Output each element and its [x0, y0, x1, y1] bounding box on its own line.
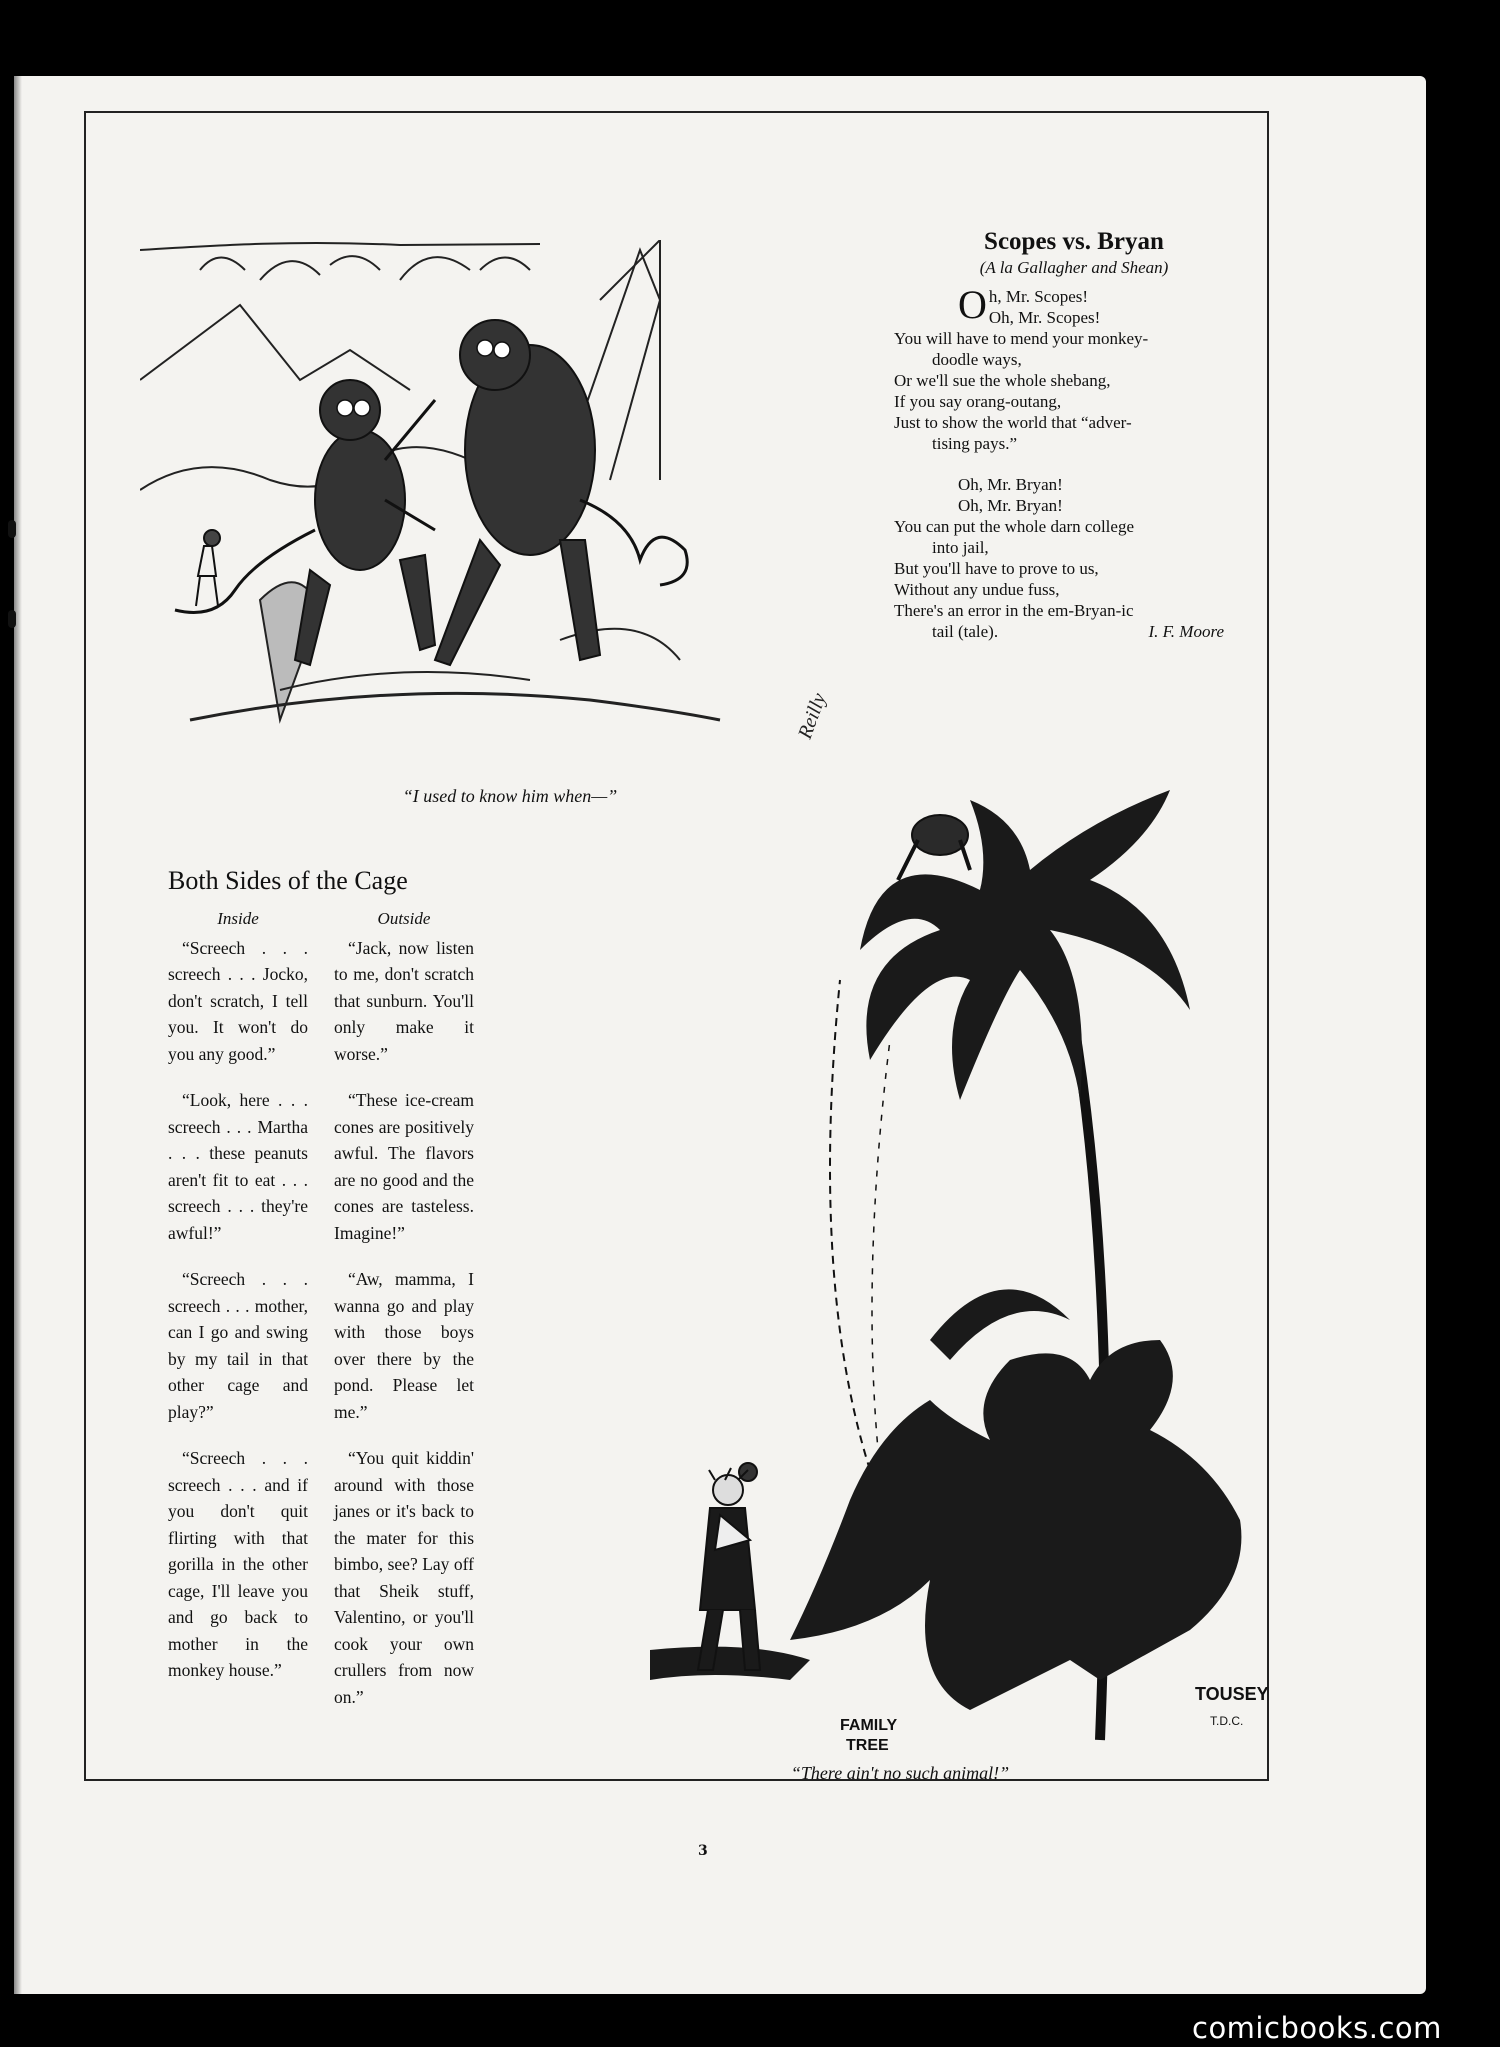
- poem-line: You can put the whole darn college: [894, 517, 1134, 536]
- outside-paragraph: “You quit kiddin' around with those janes or it's back to the mater for this bimbo, see? Lay off that Sheik stuff, Valentino, or you'll cook your own crullers from now on.”: [334, 1448, 474, 1707]
- poem-title: Scopes vs. Bryan: [984, 228, 1164, 255]
- family-tree-label: FAMILY: [840, 1717, 898, 1734]
- outside-heading: Outside: [377, 909, 431, 928]
- monkeys-cartoon: [140, 240, 880, 760]
- inside-paragraph: “Look, here . . . screech . . . Martha . . . these peanuts aren't fit to eat . . . screech . . . they're awful!”: [168, 1090, 308, 1243]
- cage-title: Both Sides of the Cage: [168, 866, 408, 895]
- drop-cap: O: [958, 282, 987, 327]
- page-number: 3: [698, 1843, 708, 1859]
- top-cartoon-caption: “I used to know him when—”: [402, 786, 618, 806]
- artist-signature: Reilly: [794, 690, 831, 742]
- poem-line: Oh, Mr. Bryan!: [958, 496, 1063, 515]
- poem-line: Or we'll sue the whole shebang,: [894, 371, 1111, 390]
- poem-line: doodle ways,: [932, 350, 1022, 369]
- poem-line: But you'll have to prove to us,: [894, 559, 1099, 578]
- family-tree-label: TREE: [846, 1737, 889, 1754]
- poem-scopes-vs-bryan: [894, 228, 1254, 642]
- poem-line: Without any undue fuss,: [894, 580, 1060, 599]
- bottom-cartoon-caption: “There ain't no such animal!”: [790, 1763, 1010, 1783]
- poem-line: You will have to mend your monkey-: [894, 329, 1149, 348]
- poem-subtitle: (A la Gallagher and Shean): [979, 258, 1169, 277]
- inside-heading: Inside: [217, 909, 259, 928]
- outside-paragraph: “Aw, mamma, I wanna go and play with those boys over there by the pond. Please let me.”: [334, 1269, 474, 1422]
- palm-tree-cartoon: [550, 780, 1270, 1760]
- poem-author: I. F. Moore: [1148, 622, 1224, 641]
- artist-initials: T.D.C.: [1210, 1714, 1244, 1728]
- binder-hole: [8, 520, 16, 538]
- poem-line: into jail,: [932, 538, 989, 557]
- poem-signature-line: [894, 621, 1254, 642]
- outside-paragraph: “Jack, now listen to me, don't scratch that sunburn. You'll only make it worse.”: [334, 937, 474, 1064]
- artist-signature: TOUSEY: [1195, 1684, 1269, 1704]
- poem-line: tail (tale).: [932, 622, 999, 641]
- poem-line: Oh, Mr. Scopes!: [958, 282, 1089, 327]
- poem-line: Just to show the world that “adver-: [894, 413, 1132, 432]
- poem-line: Oh, Mr. Scopes!: [988, 308, 1101, 327]
- outside-paragraph: “These ice-cream cones are positively awful. The flavors are no good and the cones are tasteless. Imagine!”: [334, 1090, 474, 1243]
- poem-line: tising pays.”: [932, 434, 1017, 453]
- poem-line: If you say orang-outang,: [894, 392, 1062, 411]
- inside-paragraph: “Screech . . . screech . . . mother, can I go and swing by my tail in that other cage and play?”: [168, 1269, 308, 1422]
- site-watermark: comicbooks.com: [1192, 2011, 1442, 2045]
- cage-outside-column: [334, 906, 474, 1730]
- poem-line: There's an error in the em-Bryan-ic: [894, 601, 1134, 620]
- poem-line: Oh, Mr. Bryan!: [958, 475, 1063, 494]
- cage-inside-column: [168, 906, 308, 1704]
- inside-paragraph: “Screech . . . screech . . . and if you don't quit flirting with that gorilla in the other cage, I'll leave you and go back to mother in the monkey house.”: [168, 1448, 308, 1680]
- binder-hole: [8, 610, 16, 628]
- inside-paragraph: “Screech . . . screech . . . Jocko, don't scratch, I tell you. It won't do you any good.”: [168, 937, 308, 1064]
